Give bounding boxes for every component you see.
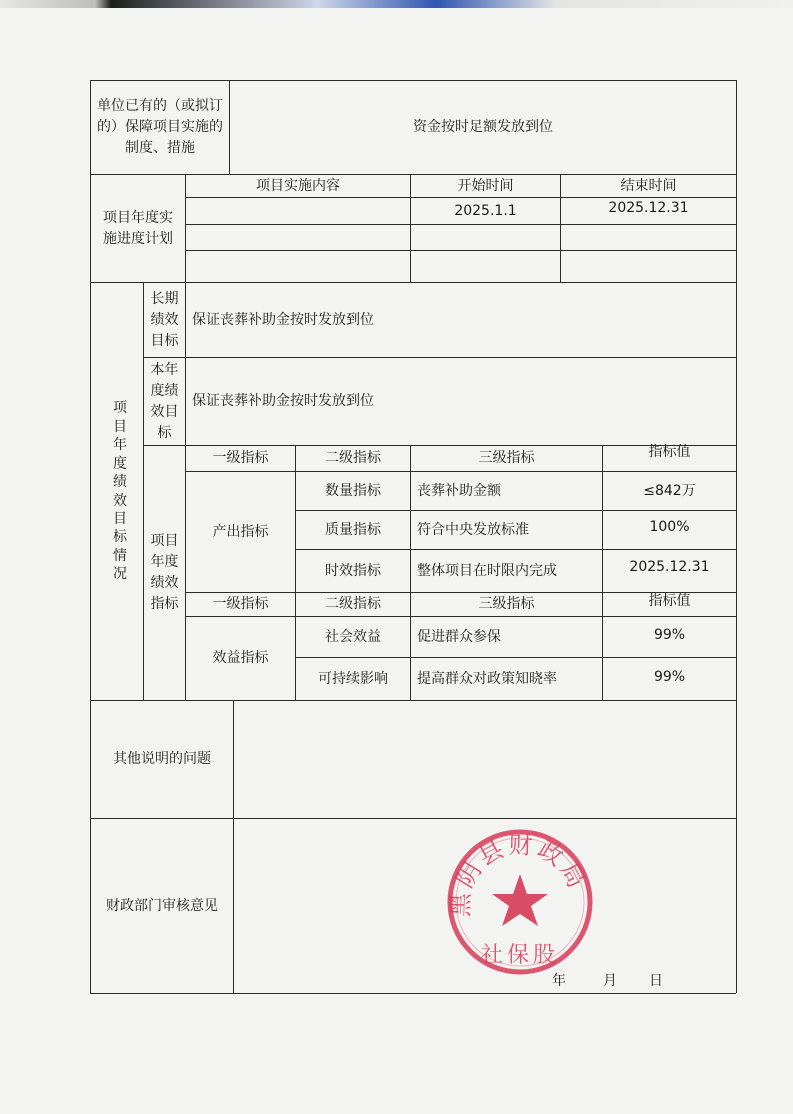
output-level3: 整体项目在时限内完成 [417, 562, 557, 579]
output-value: ≤842万 [643, 482, 696, 499]
official-seal-icon [440, 822, 600, 982]
output-level2: 时效指标 [325, 562, 381, 579]
header-level1: 一级指标 [212, 450, 269, 466]
other-label: 其他说明的问题 [113, 751, 211, 767]
header-level2: 二级指标 [325, 450, 381, 466]
schedule-row-start [411, 225, 560, 250]
schedule-label: 项目年度实施进度计划 [103, 209, 173, 247]
output-level3: 符合中央发放标准 [417, 521, 529, 538]
header-content: 项目实施内容 [256, 177, 340, 194]
benefit-level3: 促进群众参保 [417, 628, 501, 645]
svg-text:黑阴县财政局: 黑阴县财政局 [448, 833, 591, 918]
schedule-row-start [411, 251, 560, 282]
output-level2: 质量指标 [325, 521, 381, 538]
schedule-row-end: 2025.12.31 [608, 199, 689, 216]
long-term-label: 长期绩效目标 [150, 290, 179, 349]
schedule-row-end [561, 251, 736, 282]
review-day: 日 [649, 973, 663, 989]
output-level2: 数量指标 [325, 482, 381, 499]
header-value: 指标值 [648, 593, 691, 609]
header-level2: 二级指标 [325, 596, 381, 612]
review-month: 月 [603, 973, 617, 989]
schedule-row-content [186, 198, 410, 224]
performance-label: 项 目 年 度 绩 效 目 标 情 况 [113, 400, 127, 583]
annual-value: 保证丧葬补助金按时发放到位 [192, 393, 374, 409]
long-term-value: 保证丧葬补助金按时发放到位 [192, 311, 374, 328]
institution-value: 资金按时足额发放到位 [413, 119, 553, 135]
output-value: 2025.12.31 [629, 558, 710, 575]
benefit-label: 效益指标 [212, 650, 269, 666]
output-level3: 丧葬补助金额 [417, 482, 501, 499]
header-level1: 一级指标 [212, 596, 269, 612]
benefit-level2: 可持续影响 [318, 670, 388, 687]
review-year: 年 [552, 973, 566, 989]
header-start: 开始时间 [457, 177, 514, 194]
schedule-row-content [186, 225, 410, 250]
output-label: 产出指标 [212, 523, 269, 540]
other-value [234, 701, 736, 818]
svg-text:社保股: 社保股 [480, 942, 560, 967]
benefit-value: 99% [653, 626, 686, 643]
benefit-level3: 提高群众对政策知晓率 [417, 670, 557, 687]
indicators-label: 项目年度绩效指标 [150, 533, 179, 612]
schedule-row-end [561, 225, 736, 250]
header-end: 结束时间 [620, 177, 677, 194]
output-value: 100% [649, 518, 690, 535]
finance-review-label: 财政部门审核意见 [106, 897, 218, 914]
benefit-value: 99% [653, 668, 686, 685]
schedule-row-content [186, 251, 410, 282]
benefit-level2: 社会效益 [325, 628, 381, 645]
annual-label: 本年度绩效目标 [150, 361, 179, 441]
header-level3: 三级指标 [478, 596, 535, 612]
header-level3: 三级指标 [478, 450, 535, 466]
header-value: 指标值 [648, 444, 691, 460]
schedule-row-start: 2025.1.1 [454, 202, 517, 219]
institution-label: 单位已有的（或拟订的）保障项目实施的制度、措施 [97, 98, 223, 156]
